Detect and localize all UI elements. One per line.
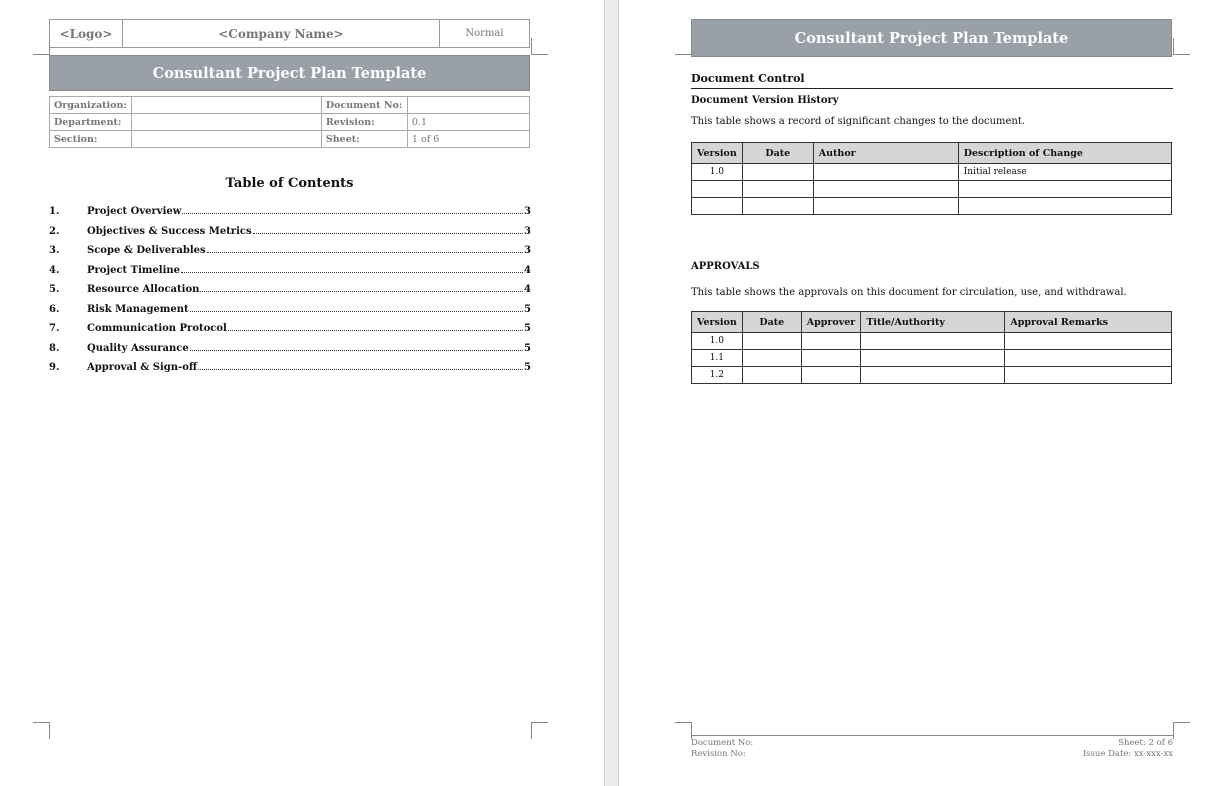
table-cell[interactable] [813,198,958,215]
sheet-value[interactable]: 1 of 6 [407,131,529,148]
organization-label: Organization: [50,97,132,114]
approvals-intro: This table shows the approvals on this document for circulation, use, and withdrawal. [691,287,1127,298]
toc-entry[interactable] [49,362,530,382]
document-no-value[interactable] [407,97,529,114]
header-table [49,19,530,48]
toc-leader [181,272,523,273]
page-gutter [604,0,619,786]
toc-leader [190,350,523,351]
toc-leader [200,291,523,292]
company-name: <Company Name> [123,20,440,47]
table-row [692,367,1172,384]
table-of-contents [49,206,530,382]
revision-value[interactable]: 0.1 [407,114,529,131]
column-header: Version [692,312,743,333]
column-header: Description of Change [958,143,1171,164]
document-control-heading: Document Control [691,72,805,85]
toc-entry[interactable] [49,323,530,343]
table-row [692,181,1172,198]
table-cell[interactable] [692,198,743,215]
toc-entry[interactable] [49,284,530,304]
table-cell[interactable] [861,333,1005,350]
toc-label: Approval & Sign-off [87,362,198,373]
approvals-table [691,311,1172,384]
toc-leader [182,213,523,214]
table-cell[interactable] [813,181,958,198]
heading-rule [691,88,1173,89]
toc-number: 9. [49,362,60,373]
document-title: Consultant Project Plan Template [691,19,1172,57]
toc-page: 5 [524,362,531,373]
table-cell[interactable] [801,350,861,367]
table-cell[interactable] [742,367,801,384]
toc-leader [190,311,523,312]
toc-label: Communication Protocol [87,323,227,334]
crop-mark [33,38,50,55]
table-cell[interactable] [801,367,861,384]
table-cell[interactable]: 1.1 [692,350,743,367]
table-cell[interactable]: 1.2 [692,367,743,384]
table-cell[interactable]: 1.0 [692,333,743,350]
toc-label: Project Overview [87,206,182,217]
table-cell[interactable] [1005,350,1172,367]
toc-number: 7. [49,323,60,334]
crop-mark [675,38,692,55]
toc-entry[interactable] [49,226,530,246]
table-cell[interactable]: Initial release [958,164,1171,181]
toc-page: 5 [524,303,531,315]
toc-page: 5 [524,342,531,354]
approvals-heading: APPROVALS [691,261,760,272]
version-history-heading: Document Version History [691,95,839,106]
toc-entry[interactable] [49,265,530,285]
table-cell[interactable] [861,367,1005,384]
document-page-1 [0,0,604,786]
column-header: Author [813,143,958,164]
toc-entry[interactable] [49,343,530,363]
toc-label: Scope & Deliverables [87,245,206,256]
toc-number: 8. [49,342,60,354]
toc-entry[interactable] [49,304,530,324]
footer-issue-date: Issue Date: xx-xxx-xx [1082,749,1173,759]
toc-page: 4 [524,284,531,295]
table-row [692,350,1172,367]
column-header: Version [692,143,743,164]
toc-leader [253,233,523,234]
toc-label: Quality Assurance [87,342,189,354]
toc-leader [228,330,523,331]
table-cell[interactable] [861,350,1005,367]
toc-entry[interactable] [49,206,530,226]
crop-mark [531,722,548,739]
toc-number: 1. [49,206,60,217]
footer-rule [691,735,1173,736]
crop-mark [1173,722,1190,739]
toc-label: Project Timeline [87,264,181,276]
section-label: Section: [50,131,132,148]
table-cell[interactable] [742,350,801,367]
toc-page: 3 [524,206,531,217]
toc-label: Resource Allocation [87,284,200,295]
column-header: Title/Authority [861,312,1005,333]
toc-leader [207,252,523,253]
footer-document-no: Document No: [691,738,754,748]
toc-number: 5. [49,284,60,295]
crop-mark [675,722,692,739]
toc-page: 3 [524,225,531,237]
table-cell[interactable] [742,198,813,215]
toc-page: 3 [524,245,531,256]
toc-number: 6. [49,303,60,315]
toc-label: Risk Management [87,303,189,315]
document-page-2 [619,0,1228,786]
organization-value[interactable] [131,97,321,114]
section-value[interactable] [131,131,321,148]
toc-entry[interactable] [49,245,530,265]
column-header: Approver [801,312,861,333]
footer-revision-no: Revision No: [691,749,746,759]
sheet-label: Sheet: [321,131,407,148]
toc-page: 5 [524,323,531,334]
document-no-label: Document No: [321,97,407,114]
version-history-intro: This table shows a record of significant changes to the document. [691,116,1026,127]
column-header: Approval Remarks [1005,312,1172,333]
table-cell[interactable] [692,181,743,198]
table-cell[interactable] [1005,367,1172,384]
logo-placeholder: <Logo> [50,20,123,47]
column-header: Date [742,143,813,164]
table-row [692,333,1172,350]
version-history-table [691,142,1172,215]
toc-number: 4. [49,264,60,276]
toc-leader [198,369,523,370]
table-cell[interactable] [742,181,813,198]
table-cell[interactable]: 1.0 [692,164,743,181]
footer-sheet: Sheet: 2 of 6 [1118,738,1173,748]
toc-number: 2. [49,225,60,237]
table-cell[interactable] [742,333,801,350]
table-row [692,164,1172,181]
table-cell[interactable] [742,164,813,181]
crop-mark [1173,38,1190,55]
crop-mark [33,722,50,739]
table-cell[interactable] [813,164,958,181]
table-cell[interactable] [1005,333,1172,350]
department-value[interactable] [131,114,321,131]
toc-title: Table of Contents [225,176,354,191]
toc-number: 3. [49,245,60,256]
document-title: Consultant Project Plan Template [49,55,530,91]
toc-page: 4 [524,264,531,276]
toc-label: Objectives & Success Metrics [87,225,252,237]
style-label: Normal [465,28,504,39]
table-cell[interactable] [958,198,1171,215]
revision-label: Revision: [321,114,407,131]
department-label: Department: [50,114,132,131]
column-header: Date [742,312,801,333]
table-row [692,198,1172,215]
document-info-table [49,96,530,148]
table-cell[interactable] [958,181,1171,198]
crop-mark [531,38,548,55]
table-cell[interactable] [801,333,861,350]
